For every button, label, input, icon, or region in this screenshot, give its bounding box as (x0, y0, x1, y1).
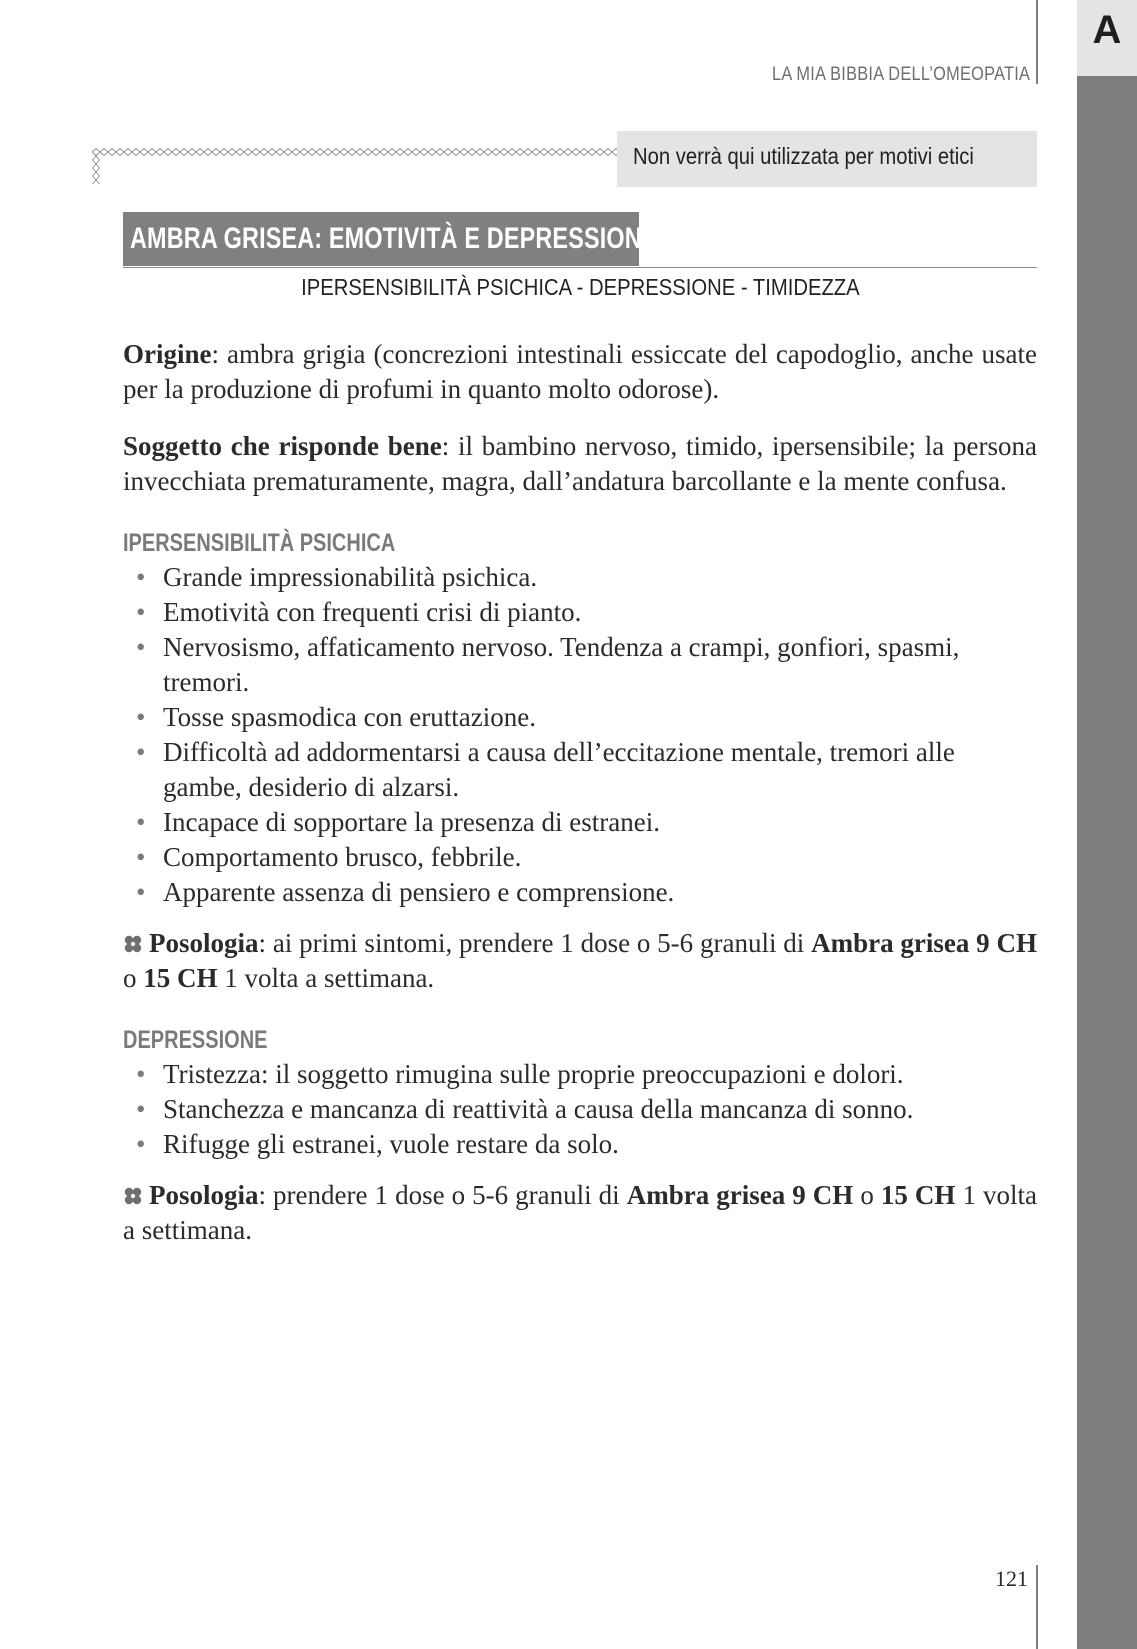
list-item: • Stanchezza e mancanza di reattività a causa della mancanza di sonno. (163, 1092, 1037, 1127)
symptom-list (123, 560, 1037, 910)
subject-label: Soggetto che risponde bene (123, 431, 442, 461)
subject-text: : il bambino nervoso, timido, ipersensibile; la persona invecchiata prematuramente, magra, dall’andatura barcollante e la mente confusa. (123, 431, 1037, 496)
dosage-label: Posologia (149, 928, 259, 958)
list-item: • Incapace di sopportare la presenza di estranei. (163, 805, 1037, 840)
title-box (123, 212, 658, 266)
running-head: LA MIA BIBBIA DELL’OMEOPATIA (771, 64, 1030, 85)
dosage-label: Posologia (149, 1180, 259, 1210)
page-title: AMBRA GRISEA: EMOTIVITÀ E DEPRESSIONE (130, 222, 658, 255)
list-item: • Tristezza: il soggetto rimugina sulle proprie preoccupazioni e dolori. (163, 1057, 1037, 1092)
dosage-text: 1 volta a settimana. (123, 1180, 1038, 1245)
list-item: • Nervosismo, affaticamento nervoso. Tendenza a crampi, gonfiori, spasmi, tremori. (163, 630, 1037, 700)
subtitle-text: IPERSENSIBILITÀ PSICHICA - DEPRESSIONE - TIMIDEZZA (300, 274, 860, 300)
dosage-text: : ai primi sintomi, prendere 1 dose o 5-6 granuli di (258, 928, 812, 958)
list-item: • Tosse spasmodica con eruttazione. (163, 700, 1037, 735)
thumb-index-strip (1077, 0, 1137, 1649)
list-item: • Rifugge gli estranei, vuole restare da solo. (163, 1127, 1037, 1162)
origin-paragraph (123, 337, 1037, 407)
remedy-potency: 15 CH (880, 1180, 956, 1210)
section-heading: DEPRESSIONE (123, 1026, 268, 1054)
remedy-potency: 15 CH (143, 963, 218, 993)
dosage-text: : prendere 1 dose o 5-6 granuli di (258, 1180, 627, 1210)
origin-text: : ambra grigia (concrezioni intestinali essiccate del capodoglio, anche usate per la produzione di profumi in quanto molto odorose). (123, 339, 1037, 404)
vertical-rule-bottom (1036, 1565, 1038, 1649)
body-text (123, 337, 1037, 1248)
list-item: • Emotività con frequenti crisi di pianto. (163, 595, 1037, 630)
symptom-list (123, 1057, 1037, 1162)
thumb-index-letter: A (1092, 8, 1122, 52)
list-item: • Grande impressionabilità psichica. (163, 560, 1037, 595)
page-number: 121 (995, 1566, 1028, 1591)
list-item: • Difficoltà ad addormentarsi a causa dell’eccitazione mentale, tremori alle gambe, desiderio di alzarsi. (163, 735, 1037, 805)
chain-ornament (92, 148, 617, 184)
list-item: • Comportamento brusco, febbrile. (163, 840, 1037, 875)
clover-icon (123, 934, 143, 954)
remedy-name: Ambra grisea 9 CH (626, 1180, 854, 1210)
subtitle (123, 274, 1037, 301)
dosage-paragraph (123, 926, 1037, 996)
dosage-text: 1 volta a settimana. (217, 963, 435, 993)
ethics-note: Non verrà qui utilizzata per motivi etici (633, 143, 974, 169)
title-rule (123, 267, 1037, 268)
vertical-rule-top (1036, 0, 1038, 84)
dosage-paragraph (123, 1178, 1037, 1248)
origin-label: Origine (123, 339, 212, 369)
subject-paragraph (123, 429, 1037, 499)
ethics-note-box (617, 131, 1037, 187)
dosage-text: o (853, 1180, 881, 1210)
list-item: • Apparente assenza di pensiero e comprensione. (163, 875, 1037, 910)
section-heading: IPERSENSIBILITÀ PSICHICA (123, 529, 396, 557)
clover-icon (123, 1186, 143, 1206)
remedy-name: Ambra grisea 9 CH (811, 928, 1037, 958)
dosage-text: o (123, 963, 144, 993)
